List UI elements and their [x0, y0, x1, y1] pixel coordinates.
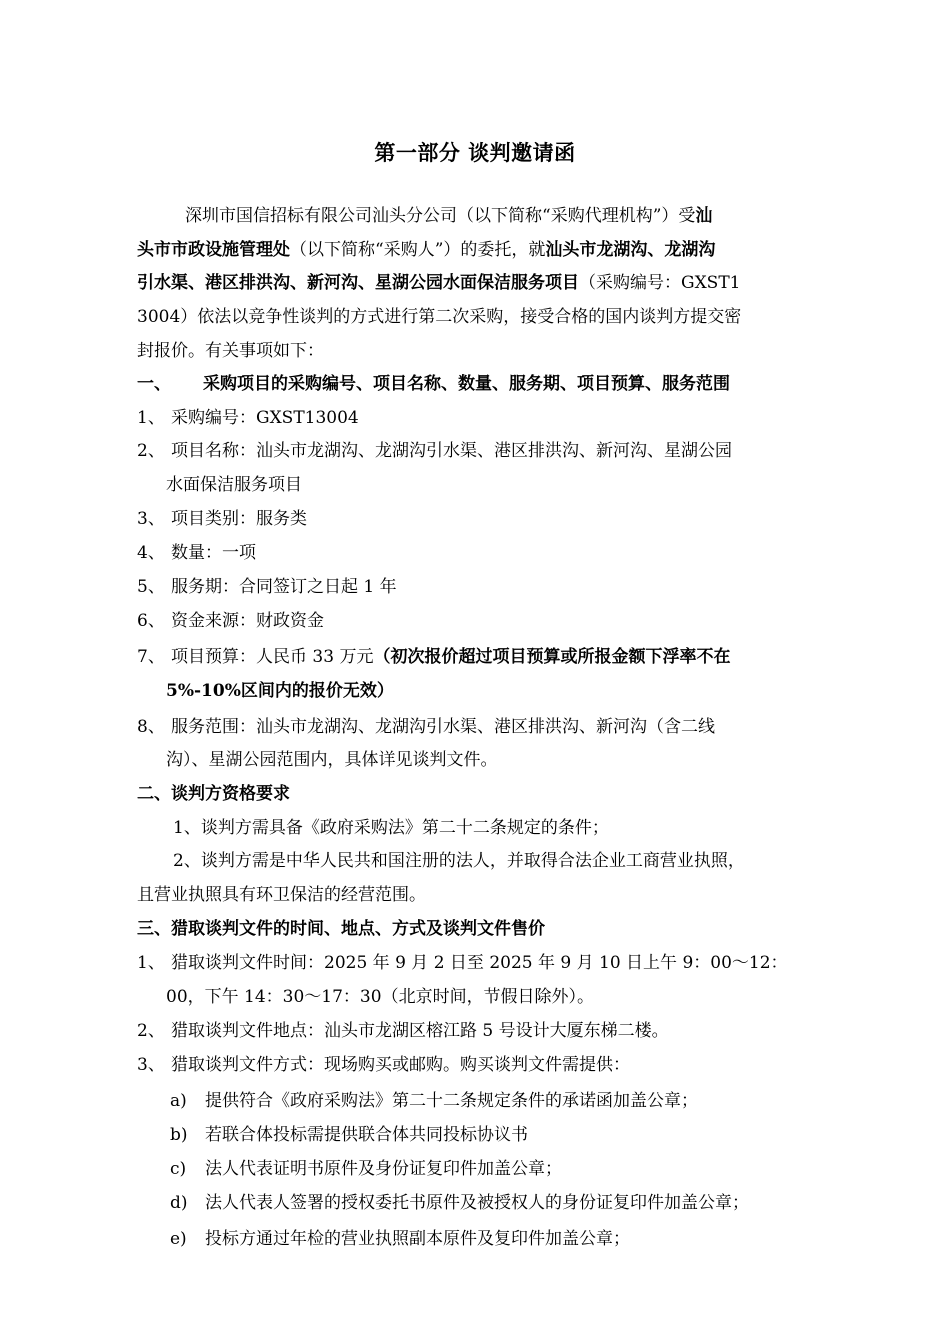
sub-item-text: 法人代表人签署的授权委托书原件及被授权人的身份证复印件加盖公章； [205, 1193, 749, 1213]
qualification-2-continuation: 且营业执照具有环卫保洁的经营范围。 [137, 885, 426, 905]
sub-item-text: 投标方通过年检的营业执照副本原件及复印件加盖公章； [205, 1229, 630, 1249]
item-continuation: 00，下午 14：30～17：30（北京时间，节假日除外）。 [166, 987, 595, 1007]
list-item [137, 509, 307, 529]
qualification-1: 1、谈判方需具备《政府采购法》第二十二条规定的条件； [173, 818, 609, 838]
item-number: 1、 [137, 953, 165, 973]
sub-item-label: e) [170, 1229, 187, 1249]
sub-list-item [170, 1125, 528, 1145]
list-item [137, 611, 324, 631]
item-continuation: 5%-10%区间内的报价无效） [166, 681, 394, 701]
sub-item-text: 若联合体投标需提供联合体共同投标协议书 [205, 1125, 528, 1145]
item-number: 3、 [137, 1055, 165, 1075]
item-number: 8、 [137, 717, 165, 737]
section-1-heading [137, 374, 730, 394]
item-number: 2、 [137, 441, 165, 461]
intro-line-3 [137, 273, 740, 293]
intro-bold: 汕 [695, 206, 713, 226]
intro-line-2 [137, 240, 715, 260]
item-text: 项目名称：汕头市龙湖沟、龙湖沟引水渠、港区排洪沟、新河沟、星湖公园 [171, 441, 732, 461]
item-text: 项目类别：服务类 [171, 509, 307, 529]
list-item [137, 1055, 630, 1075]
intro-text: （采购编号：GXST1 [579, 273, 741, 293]
item-text: 猎取谈判文件时间：2025 年 9 月 2 日至 2025 年 9 月 10 日上午 9：00～12： [171, 953, 788, 973]
sub-item-text: 提供符合《政府采购法》第二十二条规定条件的承诺函加盖公章； [205, 1091, 698, 1111]
sub-item-label: a) [170, 1091, 187, 1111]
list-item [137, 543, 256, 563]
list-item [137, 408, 359, 428]
item-number: 6、 [137, 611, 165, 631]
list-item [137, 717, 715, 737]
sub-list-item [170, 1159, 562, 1179]
project-name-bold: 引水渠、港区排洪沟、新河沟、星湖公园水面保洁服务项目 [137, 273, 579, 293]
purchaser-name: 头市市政设施管理处 [137, 240, 290, 260]
list-item [137, 1021, 669, 1041]
list-item [137, 647, 730, 667]
intro-line-4: 3004）依法以竞争性谈判的方式进行第二次采购，接受合格的国内谈判方提交密 [137, 307, 742, 327]
item-text: 猎取谈判文件地点：汕头市龙湖区榕江路 5 号设计大厦东梯二楼。 [171, 1021, 669, 1041]
section-heading-text: 采购项目的采购编号、项目名称、数量、服务期、项目预算、服务范围 [203, 374, 730, 394]
sub-item-label: c) [170, 1159, 187, 1179]
intro-text: （以下简称“采购人”）的委托，就 [290, 240, 546, 260]
item-text: 项目预算：人民币 33 万元 [171, 647, 374, 667]
qualification-2: 2、谈判方需是中华人民共和国注册的法人，并取得合法企业工商营业执照， [173, 851, 745, 871]
sub-list-item [170, 1091, 698, 1111]
item-number: 7、 [137, 647, 165, 667]
item-number: 2、 [137, 1021, 165, 1041]
sub-list-item [170, 1193, 749, 1213]
item-continuation: 水面保洁服务项目 [166, 475, 302, 495]
item-number: 1、 [137, 408, 165, 428]
item-number: 5、 [137, 577, 165, 597]
sub-list-item [170, 1229, 630, 1249]
item-text: 服务范围：汕头市龙湖沟、龙湖沟引水渠、港区排洪沟、新河沟（含二线 [171, 717, 715, 737]
intro-line-1 [185, 206, 712, 226]
sub-item-text: 法人代表证明书原件及身份证复印件加盖公章； [205, 1159, 562, 1179]
item-number: 4、 [137, 543, 165, 563]
sub-item-label: b) [170, 1125, 188, 1145]
section-2-heading: 二、谈判方资格要求 [137, 784, 290, 804]
item-text: 数量：一项 [171, 543, 256, 563]
item-continuation: 沟）、星湖公园范围内，具体详见谈判文件。 [166, 750, 498, 770]
section-3-heading: 三、猎取谈判文件的时间、地点、方式及谈判文件售价 [137, 919, 545, 939]
list-item [137, 953, 788, 973]
list-item [137, 441, 732, 461]
item-text: 采购编号：GXST13004 [171, 408, 359, 428]
page-title: 第一部分 谈判邀请函 [374, 140, 576, 165]
sub-item-label: d) [170, 1193, 188, 1213]
project-name-bold: 汕头市龙湖沟、龙湖沟 [545, 240, 716, 260]
intro-text: 深圳市国信招标有限公司汕头分公司（以下简称“采购代理机构”）受 [185, 206, 696, 226]
budget-note-bold: （初次报价超过项目预算或所报金额下浮率不在 [373, 647, 731, 667]
item-text: 猎取谈判文件方式：现场购买或邮购。购买谈判文件需提供： [171, 1055, 630, 1075]
item-text: 服务期：合同签订之日起 1 年 [171, 577, 397, 597]
intro-line-5: 封报价。有关事项如下： [137, 341, 324, 361]
item-number: 3、 [137, 509, 165, 529]
list-item [137, 577, 397, 597]
section-number: 一、 [137, 374, 171, 394]
item-text: 资金来源：财政资金 [171, 611, 324, 631]
